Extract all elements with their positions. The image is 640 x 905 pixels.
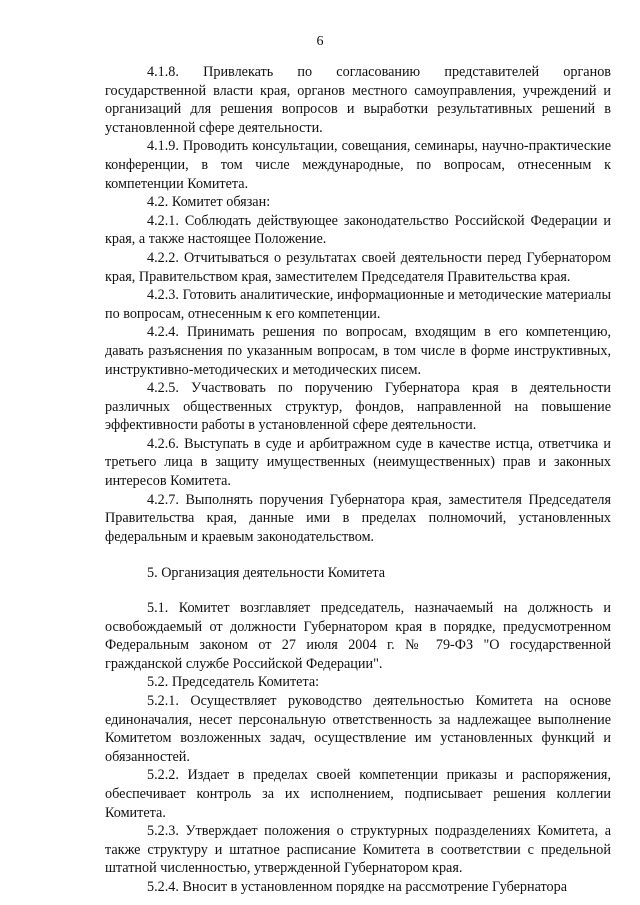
paragraph-4-2: 4.2. Комитет обязан: xyxy=(147,194,271,211)
section-heading: 5. Организация деятельности Комитета xyxy=(147,565,386,582)
paragraph-5-2: 5.2. Председатель Комитета: xyxy=(147,674,320,691)
paragraph-5-1: 5.1. Комитет возглавляет председатель, назначаемый на должность и освобождаемый от должности Губернатором края в порядке, предусмотренном Федеральным законом от 27 июля 2004 г. № 79-ФЗ "О государственной гражданской службе Российской Федерации". xyxy=(105,600,611,672)
paragraph-4-2-6: 4.2.6. Выступать в суде и арбитражном суде в качестве истца, ответчика и третьего лица в защиту имущественных (неимущественных) прав и законных интересов Комитета. xyxy=(105,435,611,490)
paragraph-4-2-7: 4.2.7. Выполнять поручения Губернатора края, заместителя Председателя Правительства края, данные ими в пределах полномочий, установленных федеральным и краевым законодательством. xyxy=(105,491,611,545)
paragraph-4-1-8: 4.1.8. Привлекать по согласованию представителей органов государственной власти края, органов местного самоуправления, учреждений и организаций для решения вопросов и выработки результативных решений в установленной сфере деятельности. xyxy=(105,64,611,136)
paragraph-5-2-2: 5.2.2. Издает в пределах своей компетенции приказы и распоряжения, обеспечивает контроль за их исполнением, подписывает решения коллегии Комитета. xyxy=(105,767,611,821)
paragraph-4-2-1: 4.2.1. Соблюдать действующее законодательство Российской Федерации и края, а также настоящее Положение. xyxy=(105,212,611,248)
page-number: 6 xyxy=(316,34,324,49)
paragraph-5-2-3: 5.2.3. Утверждает положения о структурных подразделениях Комитета, а также структуру и штатное расписание Комитета в соответствии с предельной штатной численностью, утвержденной Губернатором края. xyxy=(105,823,611,877)
paragraph-4-2-5: 4.2.5. Участвовать по поручению Губернатора края в деятельности различных общественных структур, фондов, направленной на повышение эффективности работы в установленной сфере деятельности. xyxy=(105,380,611,434)
paragraph-4-2-4: 4.2.4. Принимать решения по вопросам, входящим в его компетенцию, давать разъяснения по указанным вопросам, в том числе в форме инструктивных, инструктивно-методических и методических писем. xyxy=(105,324,611,378)
paragraph-4-1-9: 4.1.9. Проводить консультации, совещания, семинары, научно-практические конференции, в том числе международные, по вопросам, отнесенным к компетенции Комитета. xyxy=(105,138,611,192)
paragraph-4-2-3: 4.2.3. Готовить аналитические, информационные и методические материалы по вопросам, отнесенным к его компетенции. xyxy=(105,287,611,322)
paragraph-5-2-1: 5.2.1. Осуществляет руководство деятельностью Комитета на основе единоначалия, несет персональную ответственность за надлежащее выполнение Комитетом возложенных задач, осуществление им установленных функций и обязанностей. xyxy=(105,693,611,765)
document-body xyxy=(105,63,611,897)
paragraph-4-2-2: 4.2.2. Отчитываться о результатах своей деятельности перед Губернатором края, Правительством края, заместителем Председателя Правительства края. xyxy=(105,249,611,285)
paragraph-5-2-4: 5.2.4. Вносит в установленном порядке на рассмотрение Губернатора xyxy=(147,878,568,895)
